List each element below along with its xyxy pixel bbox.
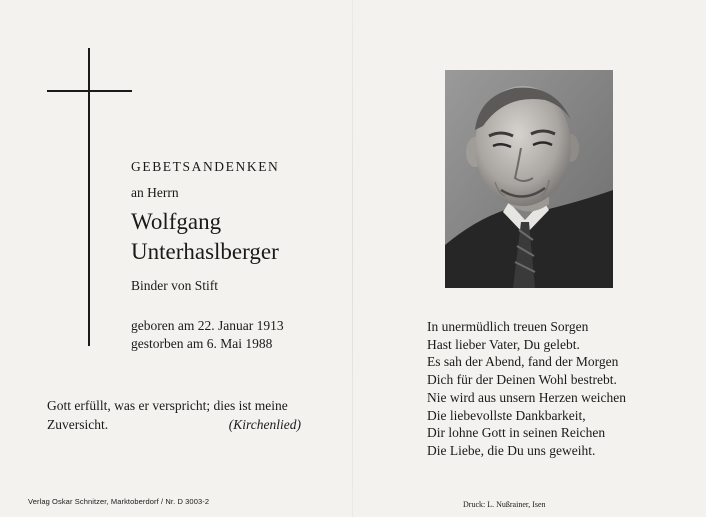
death-date: gestorben am 6. Mai 1988 xyxy=(131,336,273,351)
first-name: Wolfgang xyxy=(131,209,222,234)
poem-line: Die Liebe, die Du uns geweiht. xyxy=(427,442,596,458)
last-name: Unterhaslberger xyxy=(131,239,279,264)
birth-date: geboren am 22. Januar 1913 xyxy=(131,318,284,333)
cross-vertical-bar xyxy=(88,48,90,346)
poem-line: Die liebevollste Dankbarkeit, xyxy=(427,407,586,423)
quote-line-1: Gott erfüllt, was er verspricht; dies ist meine xyxy=(47,398,288,413)
salutation: an Herrn xyxy=(131,185,179,200)
fold-line xyxy=(352,0,353,517)
memorial-poem xyxy=(427,318,626,460)
poem-line: Dir lohne Gott in seinen Reichen xyxy=(427,425,606,441)
poem-line: Hast lieber Vater, Du gelebt. xyxy=(427,336,580,352)
cross-horizontal-bar xyxy=(47,90,132,92)
poem-line: Dich für der Deinen Wohl bestrebt. xyxy=(427,372,617,388)
poem-line: In unermüdlich treuen Sorgen xyxy=(427,319,589,334)
portrait-photo xyxy=(445,70,613,288)
quote-line-2-row xyxy=(47,415,301,434)
quote-source: (Kirchenlied) xyxy=(228,417,301,432)
occupation: Binder von Stift xyxy=(131,278,218,293)
publisher-imprint: Verlag Oskar Schnitzer, Marktoberdorf / Nr. D 3003-2 xyxy=(28,497,210,506)
hymn-quote xyxy=(47,396,307,434)
poem-line: Es sah der Abend, fand der Morgen xyxy=(427,354,619,370)
heading: GEBETSANDENKEN xyxy=(131,159,280,174)
printer-imprint: Druck: L. Nußrainer, Isen xyxy=(463,500,546,509)
quote-line-2: Zuversicht. xyxy=(47,417,109,432)
poem-line: Nie wird aus unsern Herzen weichen xyxy=(427,389,627,405)
